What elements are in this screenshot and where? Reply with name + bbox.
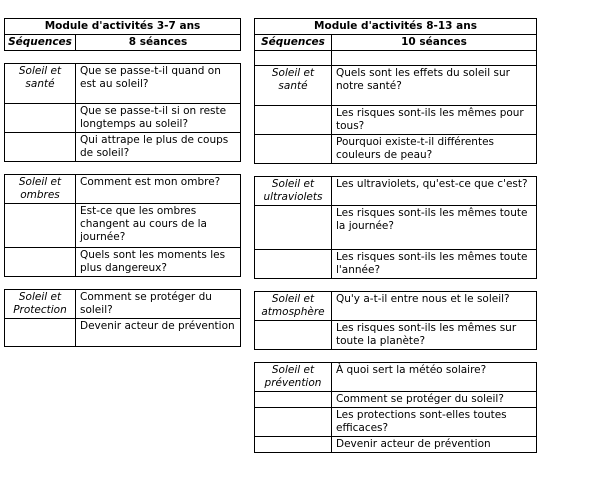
- session-cell: Devenir acteur de prévention: [76, 319, 241, 347]
- theme-empty-cell: [255, 135, 332, 164]
- module-3-7-table: [4, 18, 241, 347]
- blank-cell: [332, 51, 537, 66]
- session-cell: Pourquoi existe-t-il différentes couleurs de peau?: [332, 135, 537, 164]
- session-cell: Que se passe-t-il quand on est au soleil?: [76, 64, 241, 104]
- module-8-13-table: [254, 18, 537, 453]
- session-cell: Devenir acteur de prévention: [332, 437, 537, 453]
- session-cell: Quels sont les effets du soleil sur notre santé?: [332, 66, 537, 106]
- sequence-theme: Soleil et santé: [5, 64, 76, 104]
- session-cell: Que se passe-t-il si on reste longtemps au soleil?: [76, 104, 241, 133]
- sequence-theme: Soleil et atmosphère: [255, 292, 332, 321]
- sequence-theme: Soleil et ombres: [5, 175, 76, 204]
- theme-empty-cell: [255, 321, 332, 350]
- sequence-theme: Soleil et ultraviolets: [255, 177, 332, 206]
- session-cell: Qu'y a-t-il entre nous et le soleil?: [332, 292, 537, 321]
- session-cell: Comment se protéger du soleil?: [332, 392, 537, 408]
- sessions-header: 8 séances: [76, 35, 241, 51]
- module-8-13-table-container: [254, 18, 537, 453]
- session-cell: Est-ce que les ombres changent au cours de la journée?: [76, 204, 241, 248]
- sequences-header: Séquences: [255, 35, 332, 51]
- session-cell: Qui attrape le plus de coups de soleil?: [76, 133, 241, 162]
- theme-empty-cell: [5, 248, 76, 277]
- session-cell: Quels sont les moments les plus dangereux?: [76, 248, 241, 277]
- sequence-theme: Soleil et prévention: [255, 363, 332, 392]
- session-cell: Les protections sont-elles toutes efficaces?: [332, 408, 537, 437]
- theme-empty-cell: [255, 206, 332, 250]
- theme-empty-cell: [255, 250, 332, 279]
- session-cell: À quoi sert la météo solaire?: [332, 363, 537, 392]
- session-cell: Les ultraviolets, qu'est-ce que c'est?: [332, 177, 537, 206]
- theme-empty-cell: [255, 106, 332, 135]
- sequence-theme: Soleil et santé: [255, 66, 332, 106]
- module-title: Module d'activités 3-7 ans: [5, 19, 241, 35]
- session-cell: Les risques sont-ils les mêmes toute l'année?: [332, 250, 537, 279]
- theme-empty-cell: [255, 408, 332, 437]
- theme-empty-cell: [5, 319, 76, 347]
- session-cell: Les risques sont-ils les mêmes toute la journée?: [332, 206, 537, 250]
- sessions-header: 10 séances: [332, 35, 537, 51]
- session-cell: Les risques sont-ils les mêmes sur toute la planète?: [332, 321, 537, 350]
- theme-empty-cell: [5, 104, 76, 133]
- theme-empty-cell: [5, 204, 76, 248]
- sequence-theme: Soleil et Protection: [5, 290, 76, 319]
- theme-empty-cell: [255, 392, 332, 408]
- blank-cell: [255, 51, 332, 66]
- sequences-header: Séquences: [5, 35, 76, 51]
- theme-empty-cell: [5, 133, 76, 162]
- session-cell: Les risques sont-ils les mêmes pour tous?: [332, 106, 537, 135]
- module-title: Module d'activités 8-13 ans: [255, 19, 537, 35]
- module-3-7-table-container: [4, 18, 241, 347]
- session-cell: Comment se protéger du soleil?: [76, 290, 241, 319]
- theme-empty-cell: [255, 437, 332, 453]
- session-cell: Comment est mon ombre?: [76, 175, 241, 204]
